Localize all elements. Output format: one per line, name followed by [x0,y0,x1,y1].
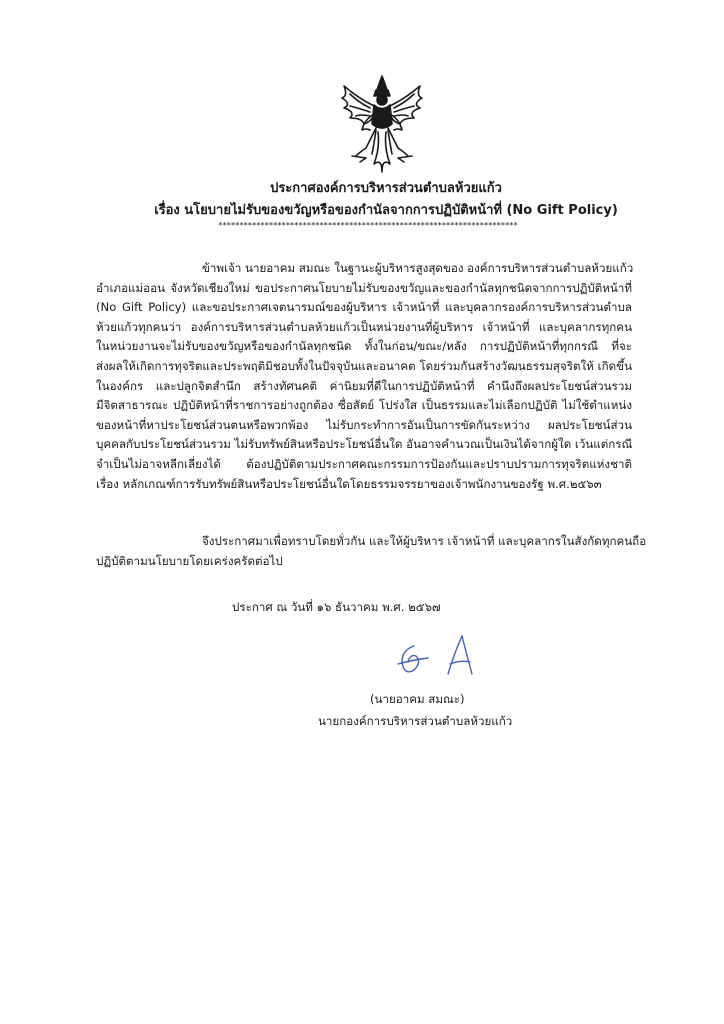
paragraph-line: ของหน้าที่หาประโยชน์ส่วนตนหรือพวกพ้อง ไม่รับกระทำการอันเป็นการขัดกันระหว่าง ผลประโยชน์ส่วน [96,417,632,432]
paragraph-line: จำเป็นไม่อาจหลีกเลี่ยงได้ ต้องปฏิบัติตามประกาศคณะกรรมการป้องกันและปราบปรามการทุจริตแห่งชาติ [96,456,632,471]
paragraph-line: ในองค์กร และปลูกจิตสำนึก สร้างทัศนคติ ค่านิยมที่ดีในการปฏิบัติหน้าที่ คำนึงถึงผลประโยชน์ส่วนรวม [96,378,632,393]
signer-name: (นายอาคม สมณะ) [370,692,465,706]
separator-line: *********************************************************************** [218,221,518,230]
paragraph-line: เรื่อง หลักเกณฑ์การรับทรัพย์สินหรือประโยชน์อื่นใดโดยธรรมจรรยาของเจ้าพนักงานของรัฐ พ.ศ.๒๕๖๓ [96,476,602,491]
body-paragraph-1 [96,259,632,494]
announcement-subject: เรื่อง นโยบายไม่รับของขวัญหรือของกำนัลจากการปฏิบัติหน้าที่ (No Gift Policy) [154,203,618,218]
paragraph-line: มีจิตสาธารณะ ปฏิบัติหน้าที่ราชการอย่างถูกต้อง ซื่อสัตย์ โปร่งใส เป็นธรรมและไม่เลือกปฏิบัติ ไม่ใช้ตำแหน่ง [96,398,632,413]
garuda-emblem-icon [330,72,434,176]
paragraph-line: บุคคลกับประโยชน์ส่วนรวม ไม่รับทรัพย์สินหรือประโยชน์อื่นใด อันอาจคำนวณเป็นเงินได้จากผู้ใด เว้นแต่กรณี [96,437,633,452]
paragraph-line: อำเภอแม่ออน จังหวัดเชียงใหม่ ขอประกาศนโยบายไม่รับของขวัญและของกำนัลทุกชนิดจากการปฏิบัติหน้าที่ [96,280,632,295]
paragraph-line: ส่งผลให้เกิดการทุจริตและประพฤติมิชอบทั้งในปัจจุบันและอนาคต โดยร่วมกันสร้างวัฒนธรรมสุจริตให้ เกิดขึ้น [96,358,632,373]
body-paragraph-2 [96,532,647,571]
signer-title: นายกองค์การบริหารส่วนตำบลห้วยแก้ว [318,714,513,728]
paragraph-line: (No Gift Policy) และขอประกาศเจตนารมณ์ของผู้บริหาร เจ้าหน้าที่ และบุคลากรองค์การบริหารส่วนตำบล [96,300,632,315]
announcement-title: ประกาศองค์การบริหารส่วนตำบลห้วยแก้ว [270,181,502,196]
paragraph-line: ห้วยแก้วทุกคนว่า องค์การบริหารส่วนตำบลห้วยแก้วเป็นหน่วยงานที่ผู้บริหาร เจ้าหน้าที่ และบุคลากรทุกคน [96,319,632,334]
announcement-date: ประกาศ ณ วันที่ ๑๖ ธันวาคม พ.ศ. ๒๕๖๗ [232,600,441,614]
paragraph-line: ปฏิบัติตามนโยบายโดยเคร่งครัดต่อไป [96,553,283,568]
paragraph-line: ข้าพเจ้า นายอาคม สมณะ ในฐานะผู้บริหารสูงสุดของ องค์การบริหารส่วนตำบลห้วยแก้ว [202,261,634,275]
paragraph-line: ในหน่วยงานจะไม่รับของขวัญหรือของกำนัลทุกชนิด ทั้งในก่อน/ขณะ/หลัง การปฏิบัติหน้าที่ทุกกรณี ที่จะ [96,339,632,354]
handwritten-signature [392,632,492,682]
paragraph-line: จึงประกาศมาเพื่อทราบโดยทั่วกัน และให้ผู้บริหาร เจ้าหน้าที่ และบุคลากรในสังกัดทุกคนถือ [202,534,647,548]
